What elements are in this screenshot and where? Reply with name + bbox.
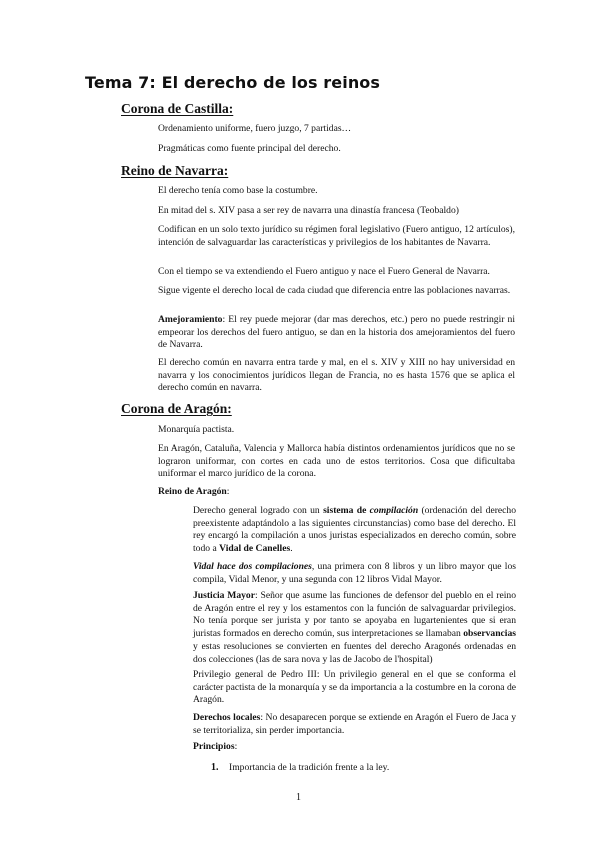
page-title: Tema 7: El derecho de los reinos bbox=[85, 73, 381, 92]
navarra-paragraph-3: Codifican en un solo texto jurídico su régimen foral legislativo (Fuero antiguo, 12 artículos), intención de salvaguardar las características y privilegios de los habitantes de Navarra. bbox=[158, 224, 515, 248]
amejoramiento-text: : El rey puede mejorar (dar mas derechos, etc.) pero no puede restringir ni empeorar los derechos del fuero antiguo, se dan en la historia dos amejoramientos del fuero de Navarra. bbox=[158, 314, 515, 351]
castilla-paragraph-2: Pragmáticas como fuente principal del derecho. bbox=[158, 143, 341, 154]
aragon-compilaciones: Vidal hace dos compilaciones, una primera con 8 libros y un libro mayor que los compila, Vidal Menor, y una segunda con 12 libros Vidal Mayor. bbox=[193, 561, 516, 585]
list-item-1: Importancia de la tradición frente a la ley. bbox=[229, 762, 390, 773]
heading-castilla: Corona de Castilla: bbox=[121, 101, 234, 116]
reino-aragon-label: Reino de Aragón: bbox=[158, 486, 230, 497]
castilla-paragraph-1: Ordenamiento uniforme, fuero juzgo, 7 partidas… bbox=[158, 123, 352, 134]
aragon-paragraph-2: En Aragón, Cataluña, Valencia y Mallorca había distintos ordenamientos jurídicos que no se lograron uniformar, con cortes en cada uno de estos territorios. Cosa que dificultaba uniformar el marco jurídico de la corona. bbox=[158, 443, 515, 480]
navarra-paragraph-6 bbox=[158, 314, 515, 352]
aragon-derecho-general: Derecho general logrado con un sistema de compilación (ordenación del derecho preexistente adaptándolo a las siguientes circunstancias) como base del derecho. El rey encargó la compilación a unos juristas especializados en derecho común, sobre todo a Vidal de Canelles. bbox=[193, 505, 517, 555]
heading-navarra: Reino de Navarra: bbox=[121, 163, 229, 178]
aragon-privilegio-general: Privilegio general de Pedro III: Un privilegio general en el que se conforma el carácter pactista de la monarquía y se da importancia a la costumbre en la corona de Aragón. bbox=[193, 669, 516, 706]
aragon-derechos-locales: Derechos locales: No desaparecen porque se extiende en Aragón el Fuero de Jaca y se territorializa, sin perder importancia. bbox=[193, 712, 516, 736]
aragon-principios-label: Principios: bbox=[193, 741, 238, 752]
navarra-paragraph-5: Sigue vigente el derecho local de cada ciudad que diferencia entre las poblaciones navarras. bbox=[158, 285, 511, 296]
list-number-1: 1. bbox=[211, 762, 219, 773]
amejoramiento-label: Amejoramiento bbox=[158, 314, 223, 325]
navarra-paragraph-2: En mitad del s. XIV pasa a ser rey de navarra una dinastía francesa (Teobaldo) bbox=[158, 205, 459, 216]
aragon-paragraph-1: Monarquía pactista. bbox=[158, 424, 235, 435]
navarra-paragraph-1: El derecho tenía como base la costumbre. bbox=[158, 185, 318, 196]
navarra-paragraph-7: El derecho común en navarra entra tarde y mal, en el s. XIV y XIII no hay universidad en navarra y los conocimientos jurídicos llegan de Francia, no es hasta 1576 que se aplica el derecho común en navarra. bbox=[158, 357, 515, 394]
navarra-paragraph-4: Con el tiempo se va extendiendo el Fuero antiguo y nace el Fuero General de Navarra. bbox=[158, 266, 490, 277]
heading-aragon: Corona de Aragón: bbox=[121, 401, 232, 416]
page-number: 1 bbox=[296, 792, 301, 803]
aragon-justicia-mayor: Justicia Mayor: Señor que asume las funciones de defensor del pueblo en el reino de Aragón entre el rey y los estamentos con la función de salvaguardar privilegios. No tenía porque ser jurista y por tanto se apoyaba en lugartenientes que si eran juristas formados en derecho común, sus interpretaciones se llamaban observancias y estas resoluciones se convierten en fuentes del derecho Aragonés ordenadas en dos colecciones (las de sara nova y las de Jacobo de l'hospital) bbox=[193, 590, 516, 665]
